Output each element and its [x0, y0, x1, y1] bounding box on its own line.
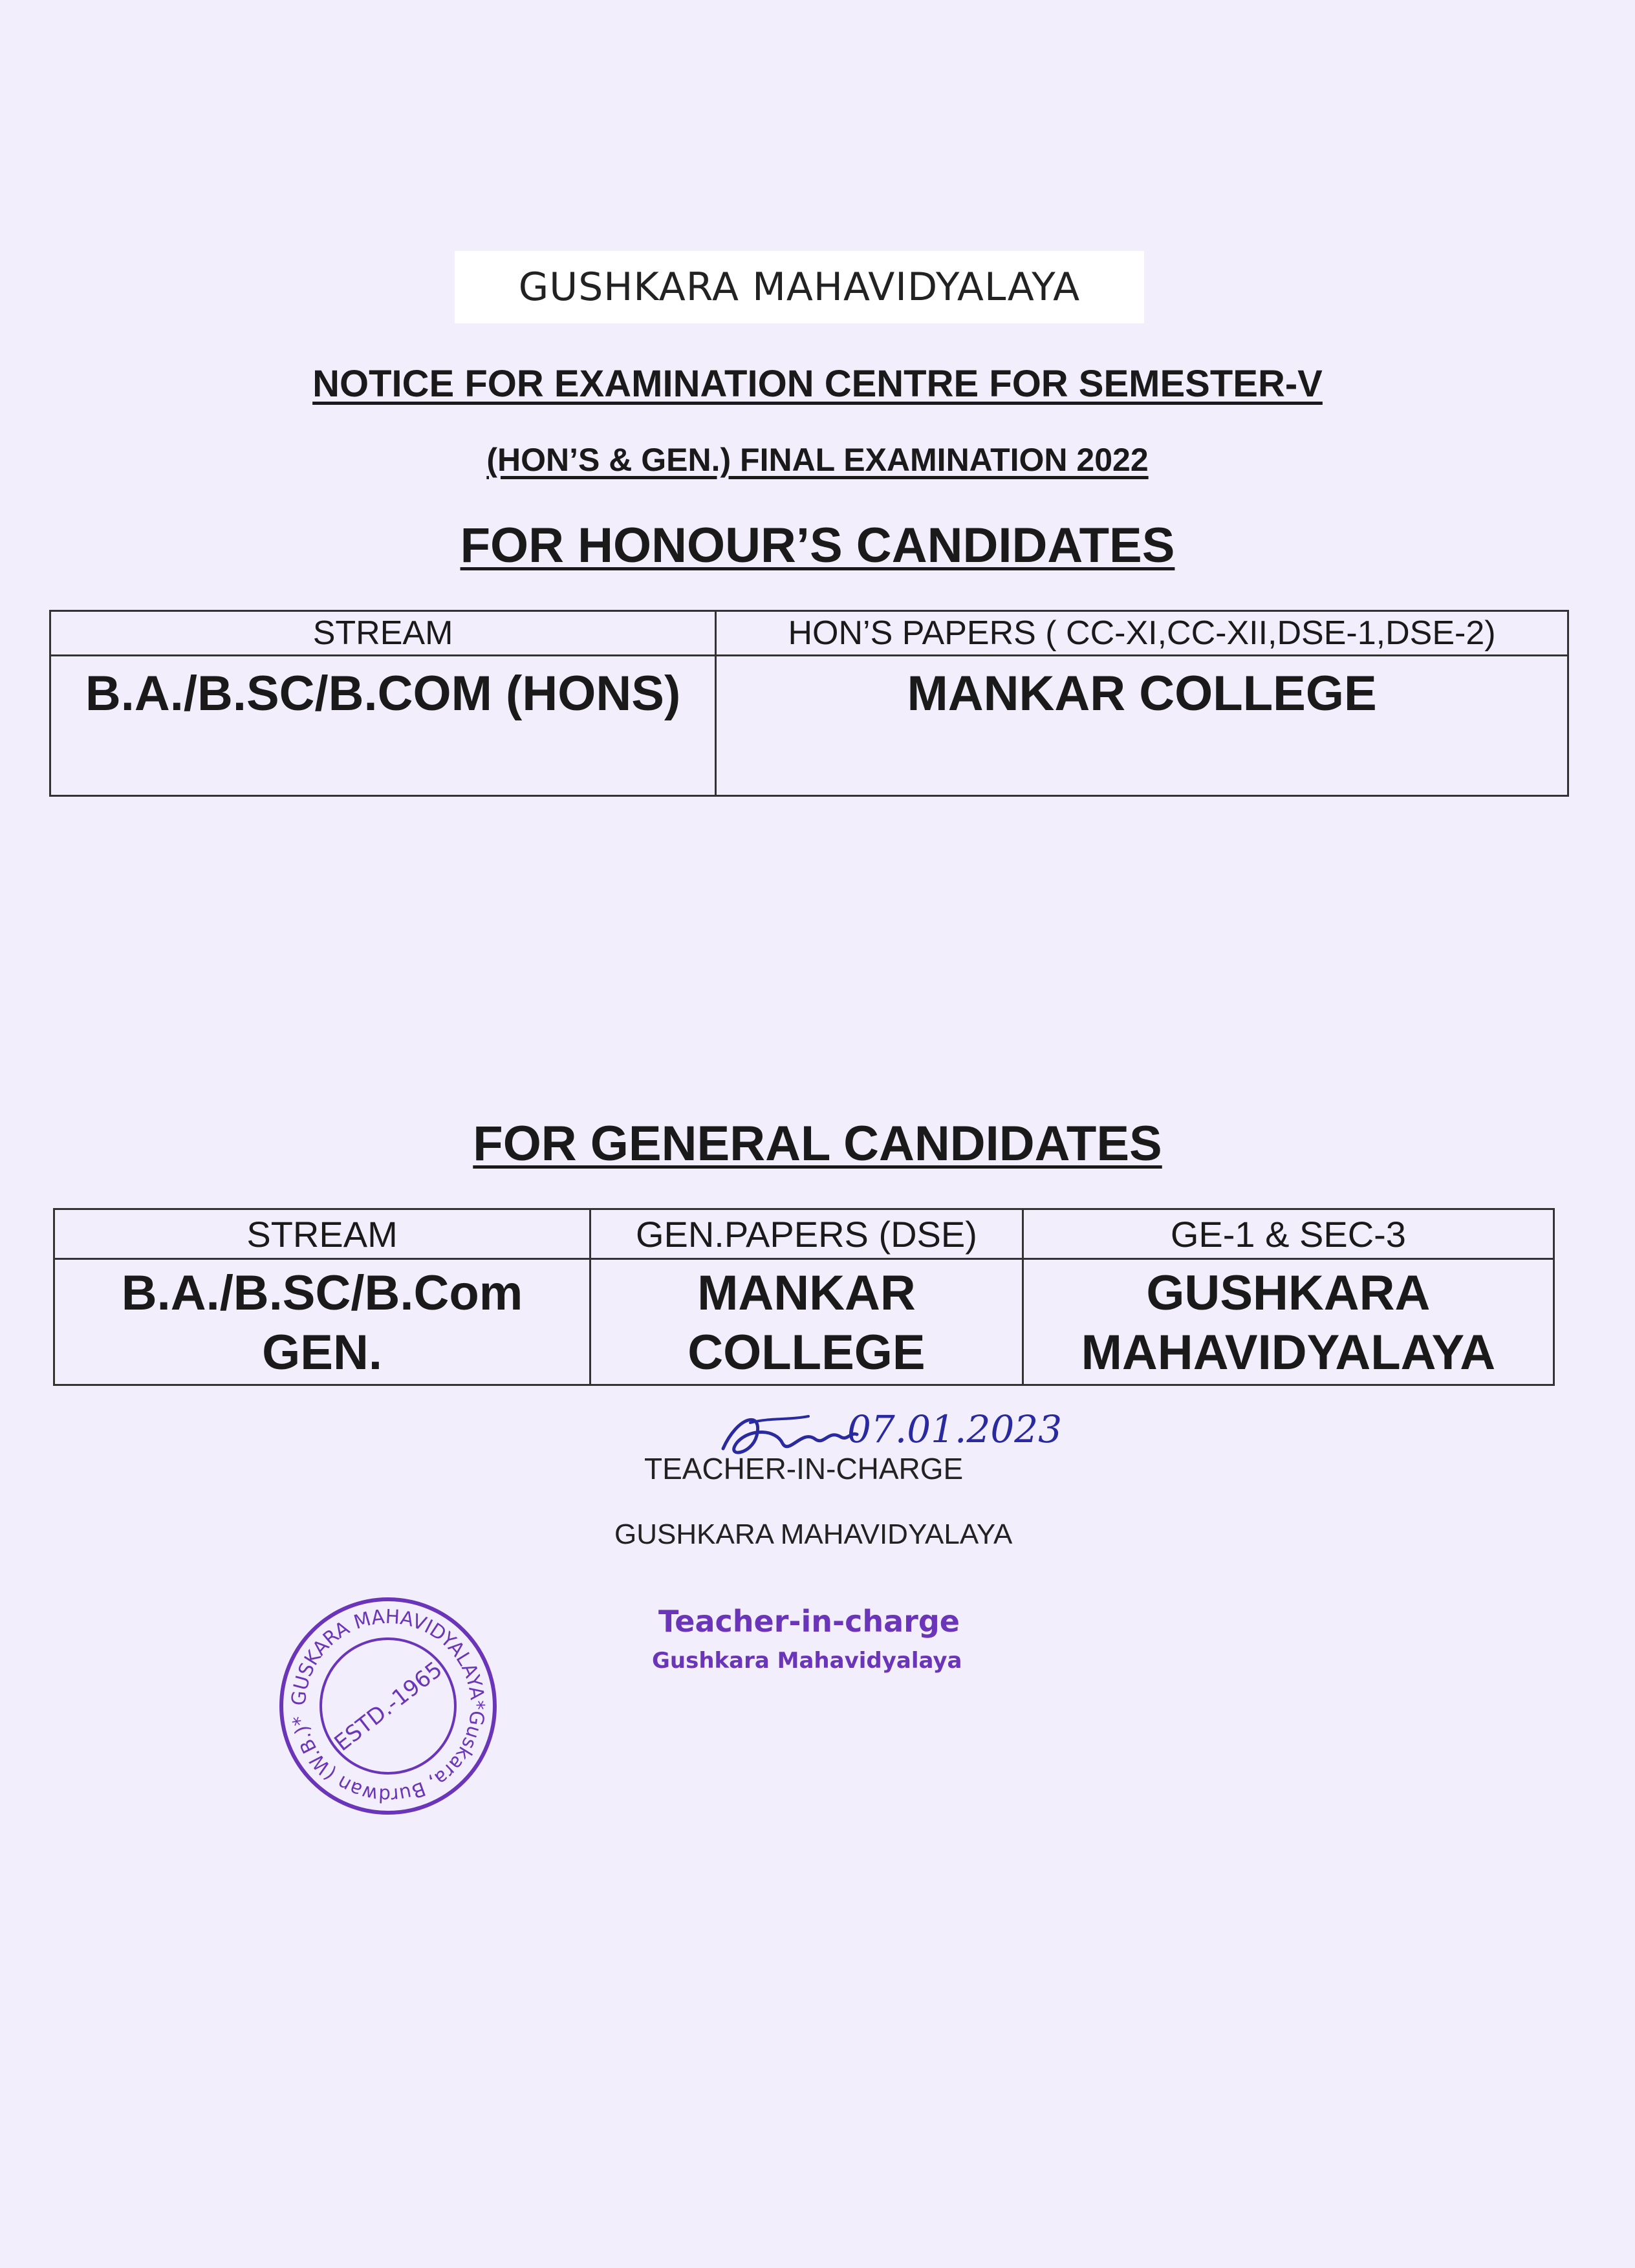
column-header-hons-papers: HON’S PAPERS ( CC-XI,CC-XII,DSE-1,DSE-2) — [716, 611, 1568, 656]
signatory-institution: GUSHKARA MAHAVIDYALAYA — [614, 1518, 1013, 1550]
table-header-row — [50, 611, 1568, 656]
general-table — [53, 1208, 1555, 1386]
table-row — [50, 656, 1568, 796]
column-header-gen-papers: GEN.PAPERS (DSE) — [590, 1209, 1023, 1259]
stamp-institution: Gushkara Mahavidyalaya — [652, 1648, 962, 1674]
column-header-stream: STREAM — [54, 1209, 590, 1259]
seal-center-text: ESTD.-1965 — [329, 1656, 448, 1756]
exam-title: (HON’S & GEN.) FINAL EXAMINATION 2022 — [486, 442, 1149, 478]
college-name-banner: GUSHKARA MAHAVIDYALAYA — [455, 251, 1144, 323]
ge-sec-centre-cell: GUSHKARA MAHAVIDYALAYA — [1023, 1259, 1554, 1385]
stream-cell: B.A./B.SC/B.COM (HONS) — [50, 656, 716, 796]
stamp-title: Teacher-in-charge — [658, 1604, 960, 1639]
stream-cell: B.A./B.SC/B.Com GEN. — [54, 1259, 590, 1385]
college-seal-icon — [272, 1590, 504, 1822]
table-header-row — [54, 1209, 1554, 1259]
centre-cell: MANKAR COLLEGE — [716, 656, 1568, 796]
signature-date: 07.01.2023 — [847, 1407, 1063, 1451]
column-header-stream: STREAM — [50, 611, 716, 656]
notice-title: NOTICE FOR EXAMINATION CENTRE FOR SEMESTER-V — [312, 363, 1323, 405]
honours-heading: FOR HONOUR’S CANDIDATES — [460, 518, 1175, 573]
honours-table — [49, 610, 1569, 797]
table-row — [54, 1259, 1554, 1385]
general-heading: FOR GENERAL CANDIDATES — [473, 1116, 1162, 1171]
column-header-ge-sec: GE-1 & SEC-3 — [1023, 1209, 1554, 1259]
dse-centre-cell: MANKAR COLLEGE — [590, 1259, 1023, 1385]
signatory-designation: TEACHER-IN-CHARGE — [644, 1452, 964, 1485]
seal-outer-text: GUSKARA MAHAVIDYALAYA*Guskara, Burdwan (W.B.)* — [287, 1605, 489, 1807]
